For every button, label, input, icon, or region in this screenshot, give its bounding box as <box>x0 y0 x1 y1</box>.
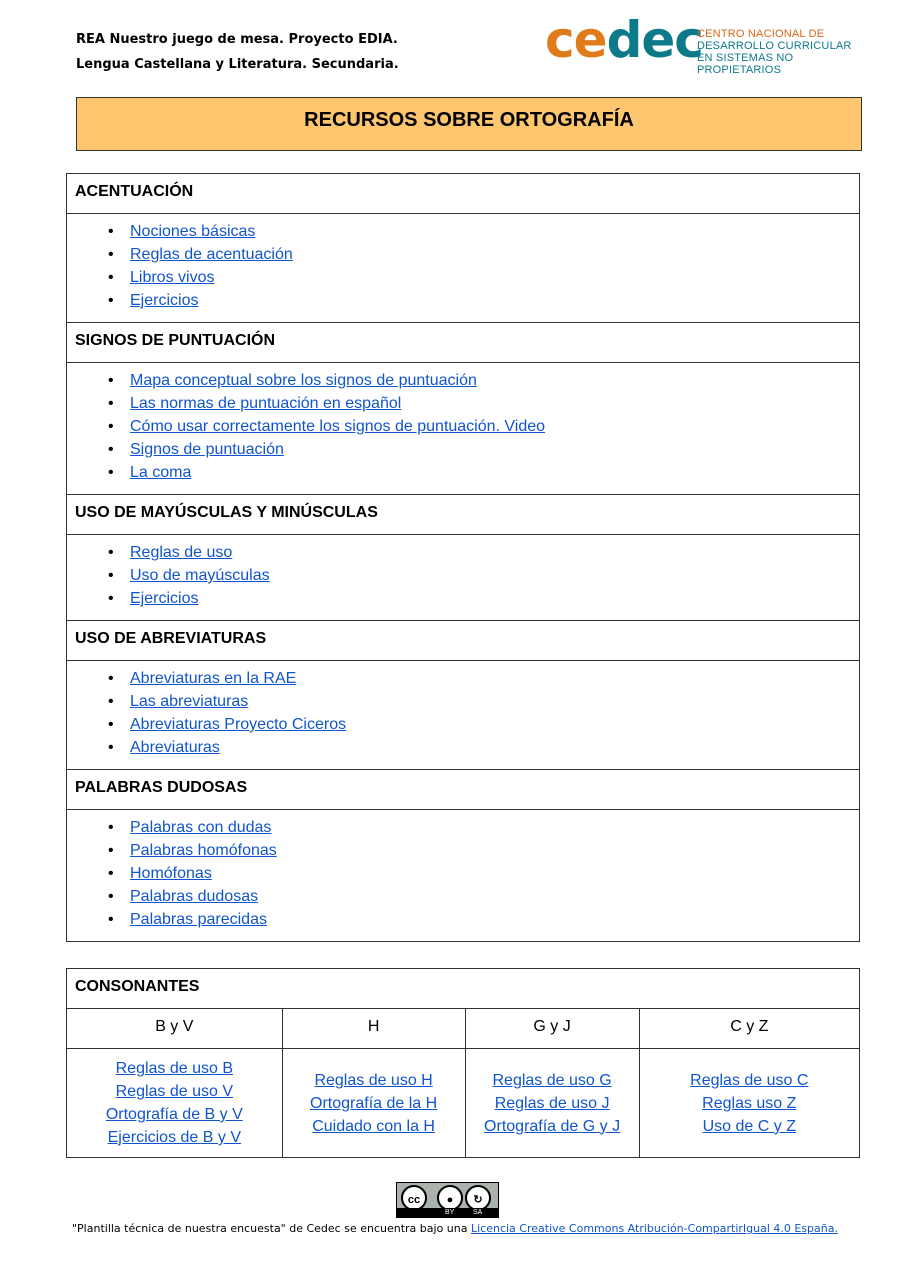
consonant-column-title: C y Z <box>639 1009 859 1049</box>
list-item <box>130 266 859 289</box>
list-item <box>130 392 859 415</box>
section-heading: ACENTUACIÓN <box>67 174 860 214</box>
consonant-link[interactable]: Reglas de uso C <box>690 1071 809 1089</box>
consonant-links-cell <box>639 1049 859 1158</box>
consonant-link[interactable]: Reglas de uso V <box>115 1083 234 1100</box>
list-item <box>130 461 859 484</box>
list-item <box>130 839 859 862</box>
resource-link[interactable]: Nociones básicas <box>130 223 256 240</box>
consonant-links-cell <box>282 1049 465 1158</box>
logo-word: cedec <box>545 11 703 69</box>
resource-link[interactable]: Abreviaturas Proyecto Ciceros <box>130 716 347 733</box>
section-heading: SIGNOS DE PUNTUACIÓN <box>67 323 860 363</box>
resource-link[interactable]: Reglas de acentuación <box>130 246 293 263</box>
list-item <box>130 220 859 243</box>
resource-link[interactable]: Ejercicios <box>130 292 199 309</box>
consonant-column-title: B y V <box>67 1009 283 1049</box>
logo-subtitle: CENTRO NACIONAL DE DESARROLLO CURRICULAR EN SISTEMAS NO PROPIETARIOS <box>697 28 852 76</box>
list-item <box>130 736 859 759</box>
resource-link[interactable]: Reglas de uso <box>130 544 233 561</box>
consonant-link[interactable]: Ortografía de G y J <box>484 1117 621 1135</box>
list-item <box>130 816 859 839</box>
by-person-icon: ● <box>437 1185 463 1211</box>
resource-link[interactable]: Las normas de puntuación en español <box>130 395 402 412</box>
resource-link[interactable]: Ejercicios <box>130 590 199 607</box>
section-heading: USO DE ABREVIATURAS <box>67 621 860 661</box>
license-link[interactable]: Licencia Creative Commons Atribución-CompartirIgual 4.0 España. <box>470 1222 838 1235</box>
section-heading: USO DE MAYÚSCULAS Y MINÚSCULAS <box>67 495 860 535</box>
resource-link[interactable]: Abreviaturas en la RAE <box>130 670 297 687</box>
resource-link[interactable]: Palabras dudosas <box>130 888 259 905</box>
page-title: RECURSOS SOBRE ORTOGRAFÍA <box>76 97 862 151</box>
list-item <box>130 690 859 713</box>
resource-link[interactable]: Libros vivos <box>130 269 215 286</box>
resource-link[interactable]: Palabras con dudas <box>130 819 272 836</box>
consonant-link[interactable]: Uso de C y Z <box>702 1117 796 1135</box>
header-line-1: REA Nuestro juego de mesa. Proyecto EDIA. <box>76 32 398 47</box>
list-item <box>130 369 859 392</box>
list-item <box>130 541 859 564</box>
document-header <box>76 27 399 77</box>
consonant-link[interactable]: Reglas de uso H <box>314 1071 433 1089</box>
section-heading: PALABRAS DUDOSAS <box>67 770 860 810</box>
resource-link[interactable]: Uso de mayúsculas <box>130 567 270 584</box>
cedec-logo <box>545 11 865 76</box>
resource-link[interactable]: Mapa conceptual sobre los signos de puntuación <box>130 372 477 389</box>
list-item <box>130 862 859 885</box>
consonant-links-cell <box>67 1049 283 1158</box>
list-item <box>130 667 859 690</box>
resource-link[interactable]: Abreviaturas <box>130 739 220 756</box>
consonant-link[interactable]: Cuidado con la H <box>312 1117 435 1135</box>
consonants-table <box>66 968 860 1158</box>
resources-table <box>66 173 860 942</box>
footer-text: "Plantilla técnica de nuestra encuesta" de Cedec se encuentra bajo una <box>71 1222 471 1235</box>
consonant-link[interactable]: Ortografía de B y V <box>105 1106 243 1123</box>
section-links <box>67 535 860 621</box>
resource-link[interactable]: Palabras parecidas <box>130 911 267 928</box>
consonant-link[interactable]: Reglas de uso J <box>494 1094 610 1112</box>
section-links <box>67 214 860 323</box>
list-item <box>130 438 859 461</box>
cc-license-badge[interactable] <box>396 1182 499 1218</box>
share-alike-icon: ↻ <box>465 1185 491 1211</box>
list-item <box>130 415 859 438</box>
consonant-column-title: H <box>282 1009 465 1049</box>
section-links <box>67 661 860 770</box>
consonant-links-cell <box>465 1049 639 1158</box>
resource-link[interactable]: Cómo usar correctamente los signos de puntuación. Video <box>130 418 546 435</box>
badge-strip: BY SA <box>397 1208 498 1217</box>
section-links <box>67 363 860 495</box>
consonant-link[interactable]: Ortografía de la H <box>310 1094 438 1112</box>
list-item <box>130 713 859 736</box>
cc-icon: cc <box>401 1185 427 1211</box>
license-footer <box>0 1222 910 1235</box>
section-links <box>67 810 860 942</box>
consonant-link[interactable]: Reglas uso Z <box>702 1094 797 1112</box>
consonant-link[interactable]: Reglas de uso B <box>115 1060 234 1077</box>
consonant-link[interactable]: Reglas de uso G <box>492 1071 612 1089</box>
list-item <box>130 564 859 587</box>
resource-link[interactable]: Las abreviaturas <box>130 693 249 710</box>
consonant-link[interactable]: Ejercicios de B y V <box>107 1129 241 1146</box>
list-item <box>130 289 859 312</box>
resource-link[interactable]: Homófonas <box>130 865 212 882</box>
resource-link[interactable]: Signos de puntuación <box>130 441 284 458</box>
consonants-heading: CONSONANTES <box>67 969 860 1009</box>
header-line-2: Lengua Castellana y Literatura. Secundaria. <box>76 57 399 72</box>
list-item <box>130 587 859 610</box>
list-item <box>130 908 859 931</box>
list-item <box>130 243 859 266</box>
list-item <box>130 885 859 908</box>
resource-link[interactable]: La coma <box>130 464 192 481</box>
resource-link[interactable]: Palabras homófonas <box>130 842 277 859</box>
consonant-column-title: G y J <box>465 1009 639 1049</box>
